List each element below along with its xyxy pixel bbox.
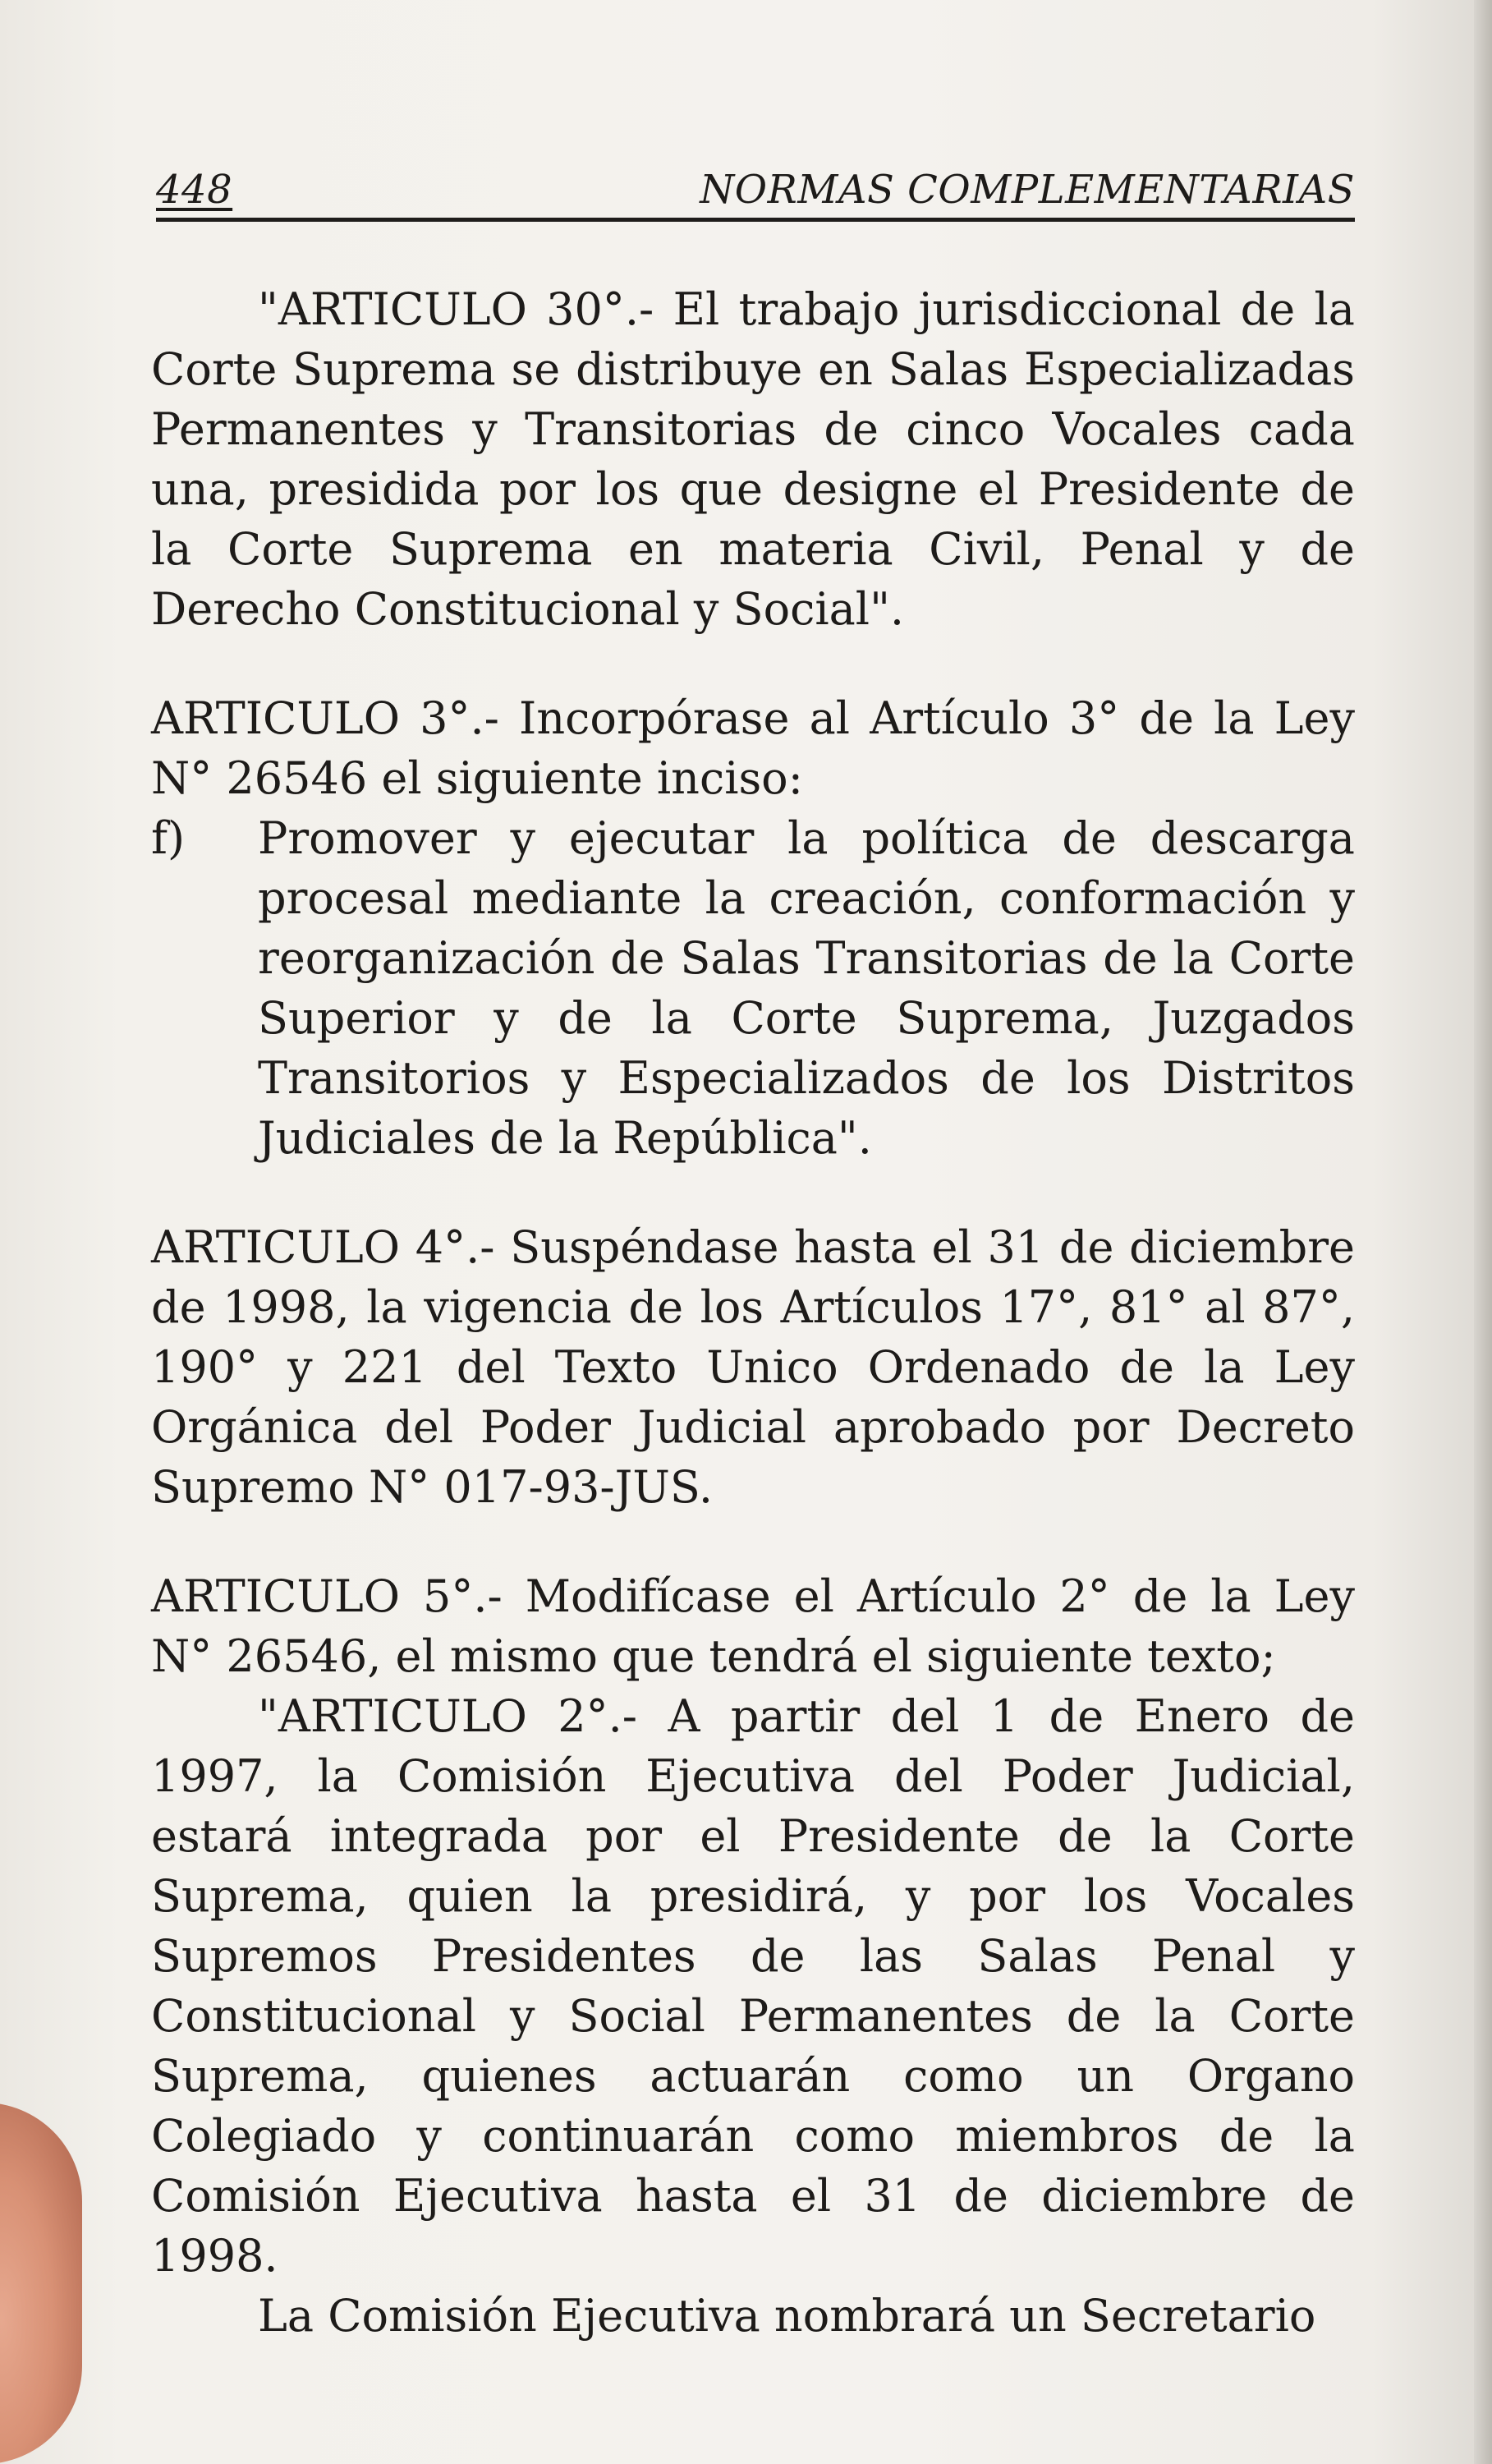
paragraph-gap — [151, 1517, 1355, 1566]
page-edge — [1474, 0, 1492, 2464]
paragraph-articulo-30: "ARTICULO 30°.- El trabajo jurisdiccional de la Corte Suprema se distribuye en Salas Especializadas Permanentes y Transitorias de cinco Vocales cada una, presidida por los que designe el Presidente de la Corte Suprema en materia Civil, Penal y de Derecho Constitucional y Social". — [151, 283, 1355, 635]
paragraph-gap — [151, 639, 1355, 688]
paragraph-articulo-3: ARTICULO 3°.- Incorpórase al Artículo 3° de la Ley N° 26546 el siguiente inciso: — [151, 692, 1355, 804]
paragraph-articulo-2: "ARTICULO 2°.- A partir del 1 de Enero de 1997, la Comisión Ejecutiva del Poder Judicial, estará integrada por el Presidente de la Corte Suprema, quien la presidirá, y por los Vocales Supremos Presidentes de las Salas Penal y Constitucional y Social Permanentes de la Corte Suprema, quienes actuarán como un Organo Colegiado y continuarán como miembros de la Comisión Ejecutiva hasta el 31 de diciembre de 1998. — [151, 1690, 1355, 2282]
page-body — [151, 279, 1355, 2346]
running-head: NORMAS COMPLEMENTARIAS — [700, 167, 1355, 213]
paragraph-comision: La Comisión Ejecutiva nombrará un Secretario — [258, 2290, 1316, 2342]
list-item-f — [151, 808, 1355, 1168]
list-item-label: f) — [151, 812, 186, 864]
list-item-text: Promover y ejecutar la política de descarga procesal mediante la creación, conformación y reorganización de Salas Transitorias de la Corte Superior y de la Corte Suprema, Juzgados Transitorios y Especializados de los Distritos Judiciales de la República". — [258, 812, 1355, 1164]
finger-shadow — [0, 2103, 82, 2464]
page-number: 448 — [156, 167, 233, 213]
page-header — [156, 160, 1355, 222]
paragraph-gap — [151, 1168, 1355, 1217]
paragraph-articulo-4: ARTICULO 4°.- Suspéndase hasta el 31 de diciembre de 1998, la vigencia de los Artículos 17°, 81° al 87°, 190° y 221 del Texto Unico Ordenado de la Ley Orgánica del Poder Judicial aprobado por Decreto Supremo N° 017-93-JUS. — [151, 1221, 1355, 1513]
paragraph-articulo-5: ARTICULO 5°.- Modifícase el Artículo 2° de la Ley N° 26546, el mismo que tendrá el siguiente texto; — [151, 1570, 1355, 1682]
